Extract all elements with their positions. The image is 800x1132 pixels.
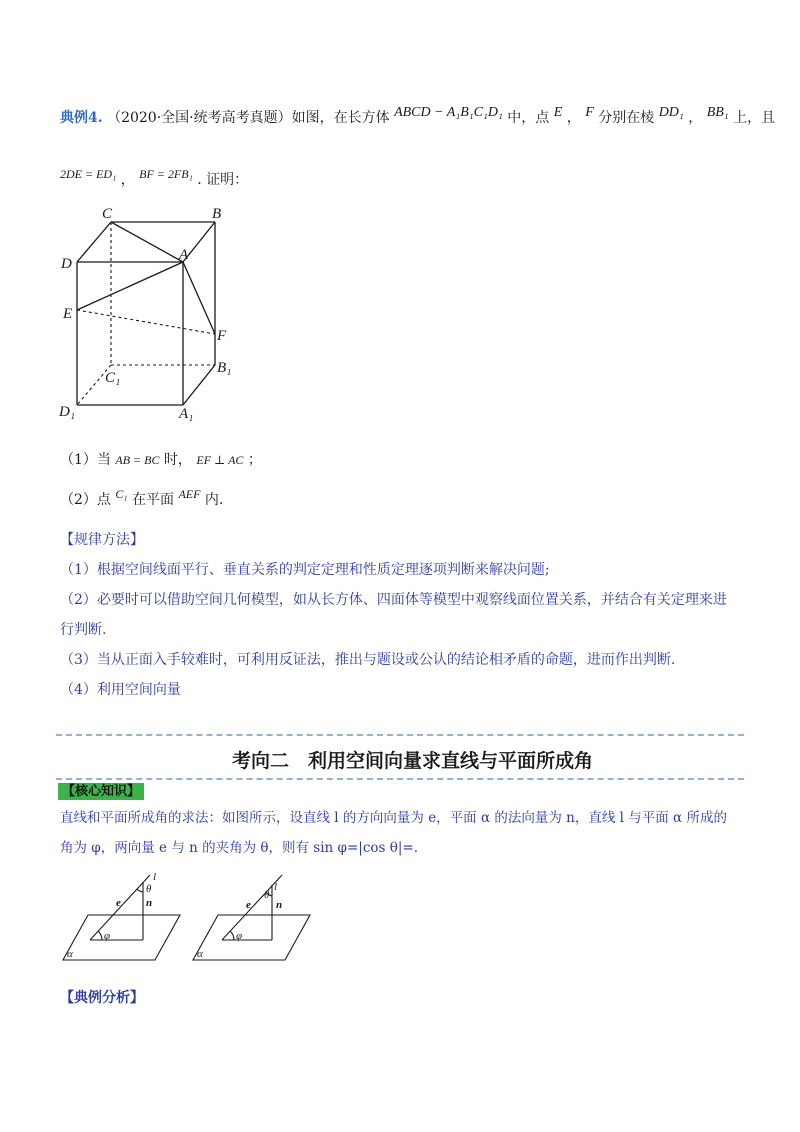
box-figure <box>55 200 245 425</box>
q1-claim: EF ⊥ AC <box>196 453 244 467</box>
label-e: e <box>116 897 121 909</box>
edge-A1-B1 <box>183 365 215 405</box>
label-alpha: α <box>67 948 73 960</box>
example-mid3: 上，且 <box>733 110 776 126</box>
label-alpha: α <box>197 948 203 960</box>
label-phi: φ <box>104 930 111 942</box>
question-1 <box>60 450 262 470</box>
example-line-2 <box>60 167 249 190</box>
angle-theta-arc <box>137 889 143 892</box>
core-badge-label: 【核心知识】 <box>58 783 144 800</box>
segment-E-A <box>77 262 183 310</box>
line-plane-figure-1 <box>60 870 185 965</box>
question-2 <box>60 487 224 510</box>
q2-point: C₁ <box>115 487 128 501</box>
vertex-E: E <box>63 306 73 322</box>
vertex-D1: D₁ <box>59 404 76 420</box>
vertex-B1: B₁ <box>217 360 232 376</box>
vertex-F: F <box>217 328 227 344</box>
edge-C-D <box>77 222 111 262</box>
comma-3: ， <box>120 172 135 188</box>
prove-text: . 证明： <box>197 172 249 188</box>
method-item-2-cont: 行判断. <box>60 622 107 638</box>
line-l <box>222 875 282 940</box>
label-n: n <box>146 897 153 909</box>
label-n: n <box>276 899 283 911</box>
label-theta: θ <box>146 883 152 895</box>
point-e: E <box>553 105 563 120</box>
vertex-A1: A₁ <box>179 406 194 422</box>
q1-end: ； <box>247 452 262 468</box>
box-name: ABCD − A₁B₁C₁D₁ <box>394 105 503 120</box>
angle-phi-arc <box>230 931 234 940</box>
section-title: 考向二 利用空间向量求直线与平面所成角 <box>232 750 594 772</box>
vertex-C1: C₁ <box>105 370 121 386</box>
vertex-C: C <box>102 206 113 222</box>
q2-plane: AEF <box>178 487 201 501</box>
method-item-2: （2）必要时可以借助空间几何模型，如从长方体、四面体等模型中观察线面位置关系，并结合有关定理来进 <box>60 592 727 608</box>
label-l: l <box>274 881 278 893</box>
hidden-segment-E-F <box>77 310 215 334</box>
condition-2: BF = 2FB₁ <box>139 167 193 181</box>
divider-top <box>56 734 744 736</box>
label-phi: φ <box>236 930 243 942</box>
vertex-A: A <box>179 247 189 263</box>
q1-mid: 时， <box>163 452 192 468</box>
point-f: F <box>585 105 594 120</box>
example-mid1: 中，点 <box>507 110 550 126</box>
q2-end: 内. <box>204 492 224 508</box>
comma-1: ， <box>566 110 581 126</box>
label-l: l <box>153 871 157 883</box>
plane-alpha <box>63 915 180 960</box>
method-title: 【规律方法】 <box>60 532 144 548</box>
vertex-D: D <box>61 256 72 272</box>
q2-prefix: （2）点 <box>60 492 111 508</box>
core-knowledge-badge <box>58 780 144 799</box>
knowledge-line-2: 角为 φ，两向量 e 与 n 的夹角为 θ，则有 sin φ=|cos θ|=. <box>60 840 419 856</box>
edge-bb1: BB₁ <box>706 105 729 120</box>
q2-mid: 在平面 <box>132 492 175 508</box>
line-plane-figure-2 <box>190 870 315 965</box>
divider-bottom <box>56 778 744 780</box>
condition-1: 2DE = ED₁ <box>60 167 117 181</box>
method-item-4: （4）利用空间向量 <box>60 682 181 698</box>
vertex-B: B <box>212 206 222 222</box>
segment-A-F <box>183 262 215 334</box>
q1-prefix: （1）当 <box>60 452 111 468</box>
example-source: （2020·全国·统考高考真题）如图，在长方体 <box>107 110 390 126</box>
knowledge-line-1: 直线和平面所成角的求法：如图所示，设直线 l 的方向向量为 e，平面 α 的法向量为 n，直线 l 与平面 α 所成的 <box>60 810 727 826</box>
label-e: e <box>246 899 251 911</box>
example-mid2: 分别在棱 <box>598 110 655 126</box>
plane-alpha <box>193 915 310 960</box>
method-item-1: （1）根据空间线面平行、垂直关系的判定定理和性质定理逐项判断来解决问题; <box>60 562 550 578</box>
example-label: 典例4. <box>60 110 103 126</box>
comma-2: ， <box>688 110 703 126</box>
label-theta: θ <box>264 889 270 901</box>
q1-condition: AB = BC <box>115 453 160 467</box>
method-item-3: （3）当从正面入手较难时，可利用反证法，推出与题设或公认的结论相矛盾的命题，进而作出判断. <box>60 652 676 668</box>
example-analysis-label: 【典例分析】 <box>60 990 144 1006</box>
angle-phi-arc <box>98 931 102 940</box>
example-line-1 <box>60 105 776 129</box>
segment-C-A <box>111 222 183 262</box>
edge-dd1: DD₁ <box>658 105 684 120</box>
